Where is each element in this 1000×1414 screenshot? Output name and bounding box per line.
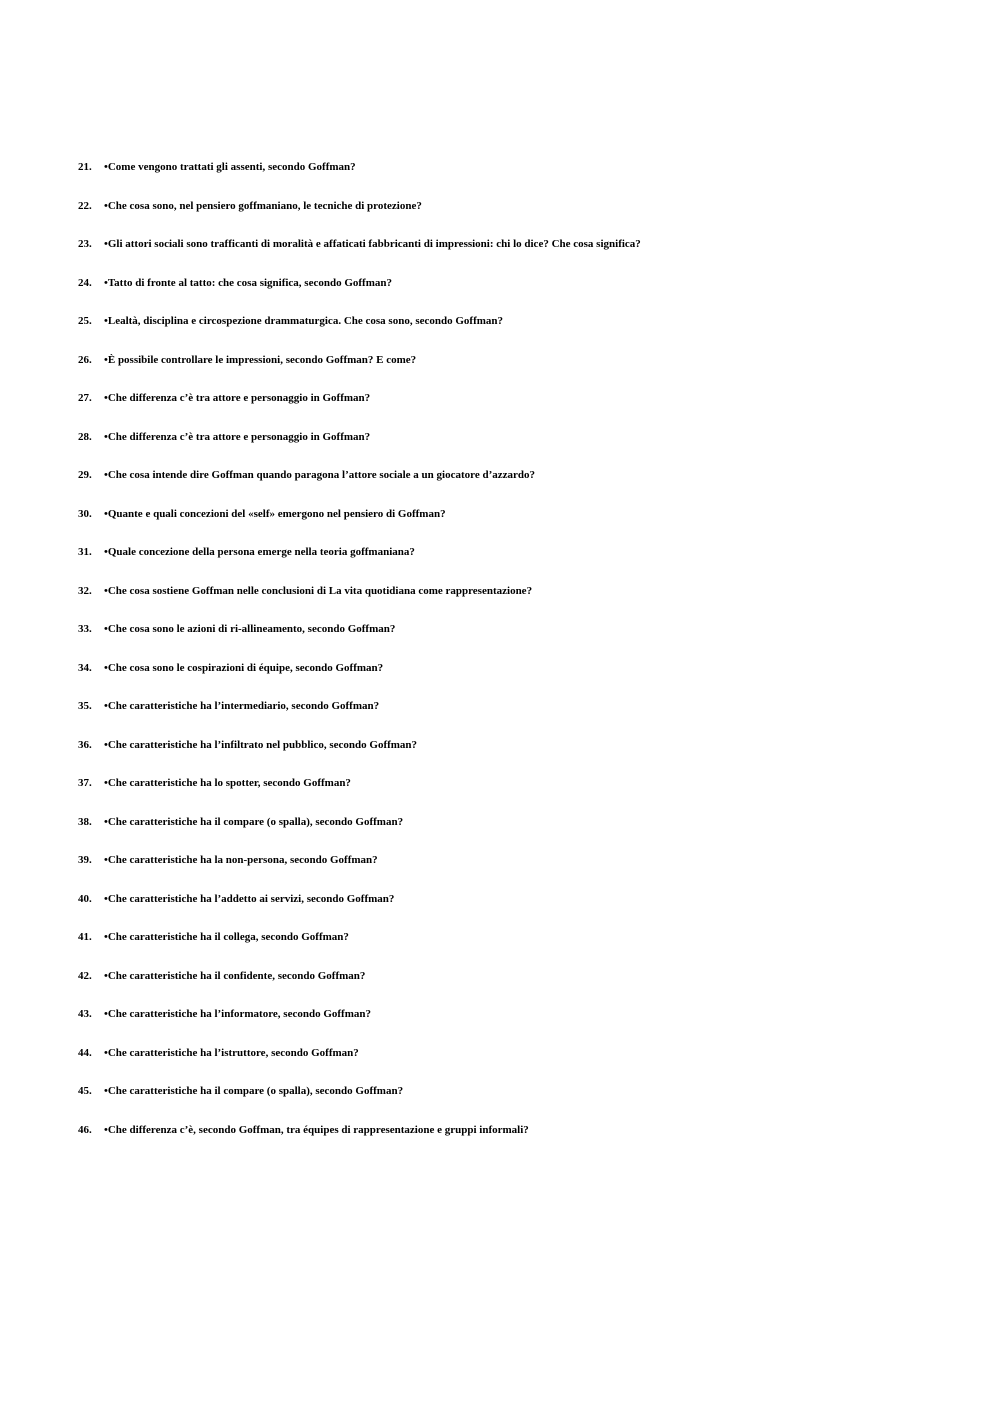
question-item-42 bbox=[78, 969, 958, 1008]
question-number: 33. bbox=[78, 623, 92, 635]
question-text: •Che cosa sono, nel pensiero goffmaniano, le tecniche di protezione? bbox=[104, 199, 422, 212]
question-number: 24. bbox=[78, 276, 92, 289]
question-text: •Che cosa intende dire Goffman quando paragona l’attore sociale a un giocatore d’azzardo? bbox=[104, 469, 536, 481]
question-text: •Che caratteristiche ha la non-persona, secondo Goffman? bbox=[104, 854, 378, 866]
question-number: 32. bbox=[78, 584, 92, 597]
question-number: 46. bbox=[78, 1123, 92, 1136]
question-number: 25. bbox=[78, 315, 92, 327]
question-item-33 bbox=[78, 622, 958, 661]
question-text: •È possibile controllare le impressioni, secondo Goffman? E come? bbox=[104, 353, 417, 366]
question-number: 35. bbox=[78, 700, 92, 712]
question-item-31 bbox=[78, 545, 958, 584]
question-text: •Che caratteristiche ha l’istruttore, secondo Goffman? bbox=[104, 1046, 359, 1059]
question-text: •Che caratteristiche ha il compare (o spalla), secondo Goffman? bbox=[104, 1085, 404, 1097]
question-text: •Che caratteristiche ha l’intermediario, secondo Goffman? bbox=[104, 700, 380, 712]
question-item-29 bbox=[78, 468, 958, 507]
question-number: 37. bbox=[78, 777, 92, 789]
question-number: 44. bbox=[78, 1046, 92, 1059]
question-number: 27. bbox=[78, 392, 92, 404]
question-item-30 bbox=[78, 507, 958, 546]
question-number: 31. bbox=[78, 546, 92, 558]
question-text: •Quante e quali concezioni del «self» emergono nel pensiero di Goffman? bbox=[104, 507, 446, 520]
question-item-34 bbox=[78, 661, 958, 700]
question-item-35 bbox=[78, 699, 958, 738]
question-text: •Che caratteristiche ha il confidente, secondo Goffman? bbox=[104, 969, 366, 982]
question-text: •Che cosa sono le cospirazioni di équipe, secondo Goffman? bbox=[104, 661, 384, 674]
question-text: •Che cosa sono le azioni di ri-allineamento, secondo Goffman? bbox=[104, 623, 396, 635]
question-item-22 bbox=[78, 199, 958, 238]
question-item-44 bbox=[78, 1046, 958, 1085]
question-item-43 bbox=[78, 1007, 958, 1046]
question-text: •Gli attori sociali sono trafficanti di moralità e affaticati fabbricanti di impressioni: chi lo dice? Che cosa significa? bbox=[104, 238, 641, 250]
question-item-25 bbox=[78, 314, 958, 353]
question-text: •Che cosa sostiene Goffman nelle conclusioni di La vita quotidiana come rappresentazione? bbox=[104, 584, 533, 597]
question-text: •Quale concezione della persona emerge nella teoria goffmaniana? bbox=[104, 546, 415, 558]
question-number: 38. bbox=[78, 815, 92, 828]
question-text: •Come vengono trattati gli assenti, secondo Goffman? bbox=[104, 161, 356, 173]
question-text: •Lealtà, disciplina e circospezione drammaturgica. Che cosa sono, secondo Goffman? bbox=[104, 315, 504, 327]
question-text: •Che caratteristiche ha l’informatore, secondo Goffman? bbox=[104, 1008, 371, 1020]
question-number: 28. bbox=[78, 430, 92, 443]
question-item-41 bbox=[78, 930, 958, 969]
question-item-40 bbox=[78, 892, 958, 931]
question-item-21 bbox=[78, 160, 958, 199]
question-number: 23. bbox=[78, 238, 92, 250]
question-item-28 bbox=[78, 430, 958, 469]
question-number: 30. bbox=[78, 507, 92, 520]
question-text: •Che caratteristiche ha il compare (o spalla), secondo Goffman? bbox=[104, 815, 404, 828]
question-item-26 bbox=[78, 353, 958, 392]
question-number: 42. bbox=[78, 969, 92, 982]
question-text: •Che differenza c’è tra attore e personaggio in Goffman? bbox=[104, 392, 371, 404]
question-text: •Che differenza c’è, secondo Goffman, tra équipes di rappresentazione e gruppi informali? bbox=[104, 1123, 529, 1136]
question-number: 40. bbox=[78, 892, 92, 905]
question-list bbox=[78, 160, 958, 1161]
question-number: 41. bbox=[78, 931, 92, 943]
question-item-23 bbox=[78, 237, 958, 276]
question-number: 21. bbox=[78, 161, 92, 173]
question-item-27 bbox=[78, 391, 958, 430]
question-number: 29. bbox=[78, 469, 92, 481]
question-item-39 bbox=[78, 853, 958, 892]
question-item-24 bbox=[78, 276, 958, 315]
question-number: 45. bbox=[78, 1085, 92, 1097]
question-number: 36. bbox=[78, 738, 92, 751]
question-item-46 bbox=[78, 1123, 958, 1162]
question-number: 26. bbox=[78, 353, 92, 366]
question-number: 43. bbox=[78, 1008, 92, 1020]
question-text: •Tatto di fronte al tatto: che cosa significa, secondo Goffman? bbox=[104, 276, 392, 289]
question-number: 39. bbox=[78, 854, 92, 866]
question-number: 34. bbox=[78, 661, 92, 674]
question-text: •Che differenza c’è tra attore e personaggio in Goffman? bbox=[104, 430, 371, 443]
question-item-38 bbox=[78, 815, 958, 854]
question-item-32 bbox=[78, 584, 958, 623]
question-text: •Che caratteristiche ha il collega, secondo Goffman? bbox=[104, 931, 349, 943]
question-item-45 bbox=[78, 1084, 958, 1123]
question-item-37 bbox=[78, 776, 958, 815]
question-text: •Che caratteristiche ha l’infiltrato nel pubblico, secondo Goffman? bbox=[104, 738, 418, 751]
question-item-36 bbox=[78, 738, 958, 777]
question-text: •Che caratteristiche ha lo spotter, secondo Goffman? bbox=[104, 777, 351, 789]
question-number: 22. bbox=[78, 199, 92, 212]
question-text: •Che caratteristiche ha l’addetto ai servizi, secondo Goffman? bbox=[104, 892, 395, 905]
